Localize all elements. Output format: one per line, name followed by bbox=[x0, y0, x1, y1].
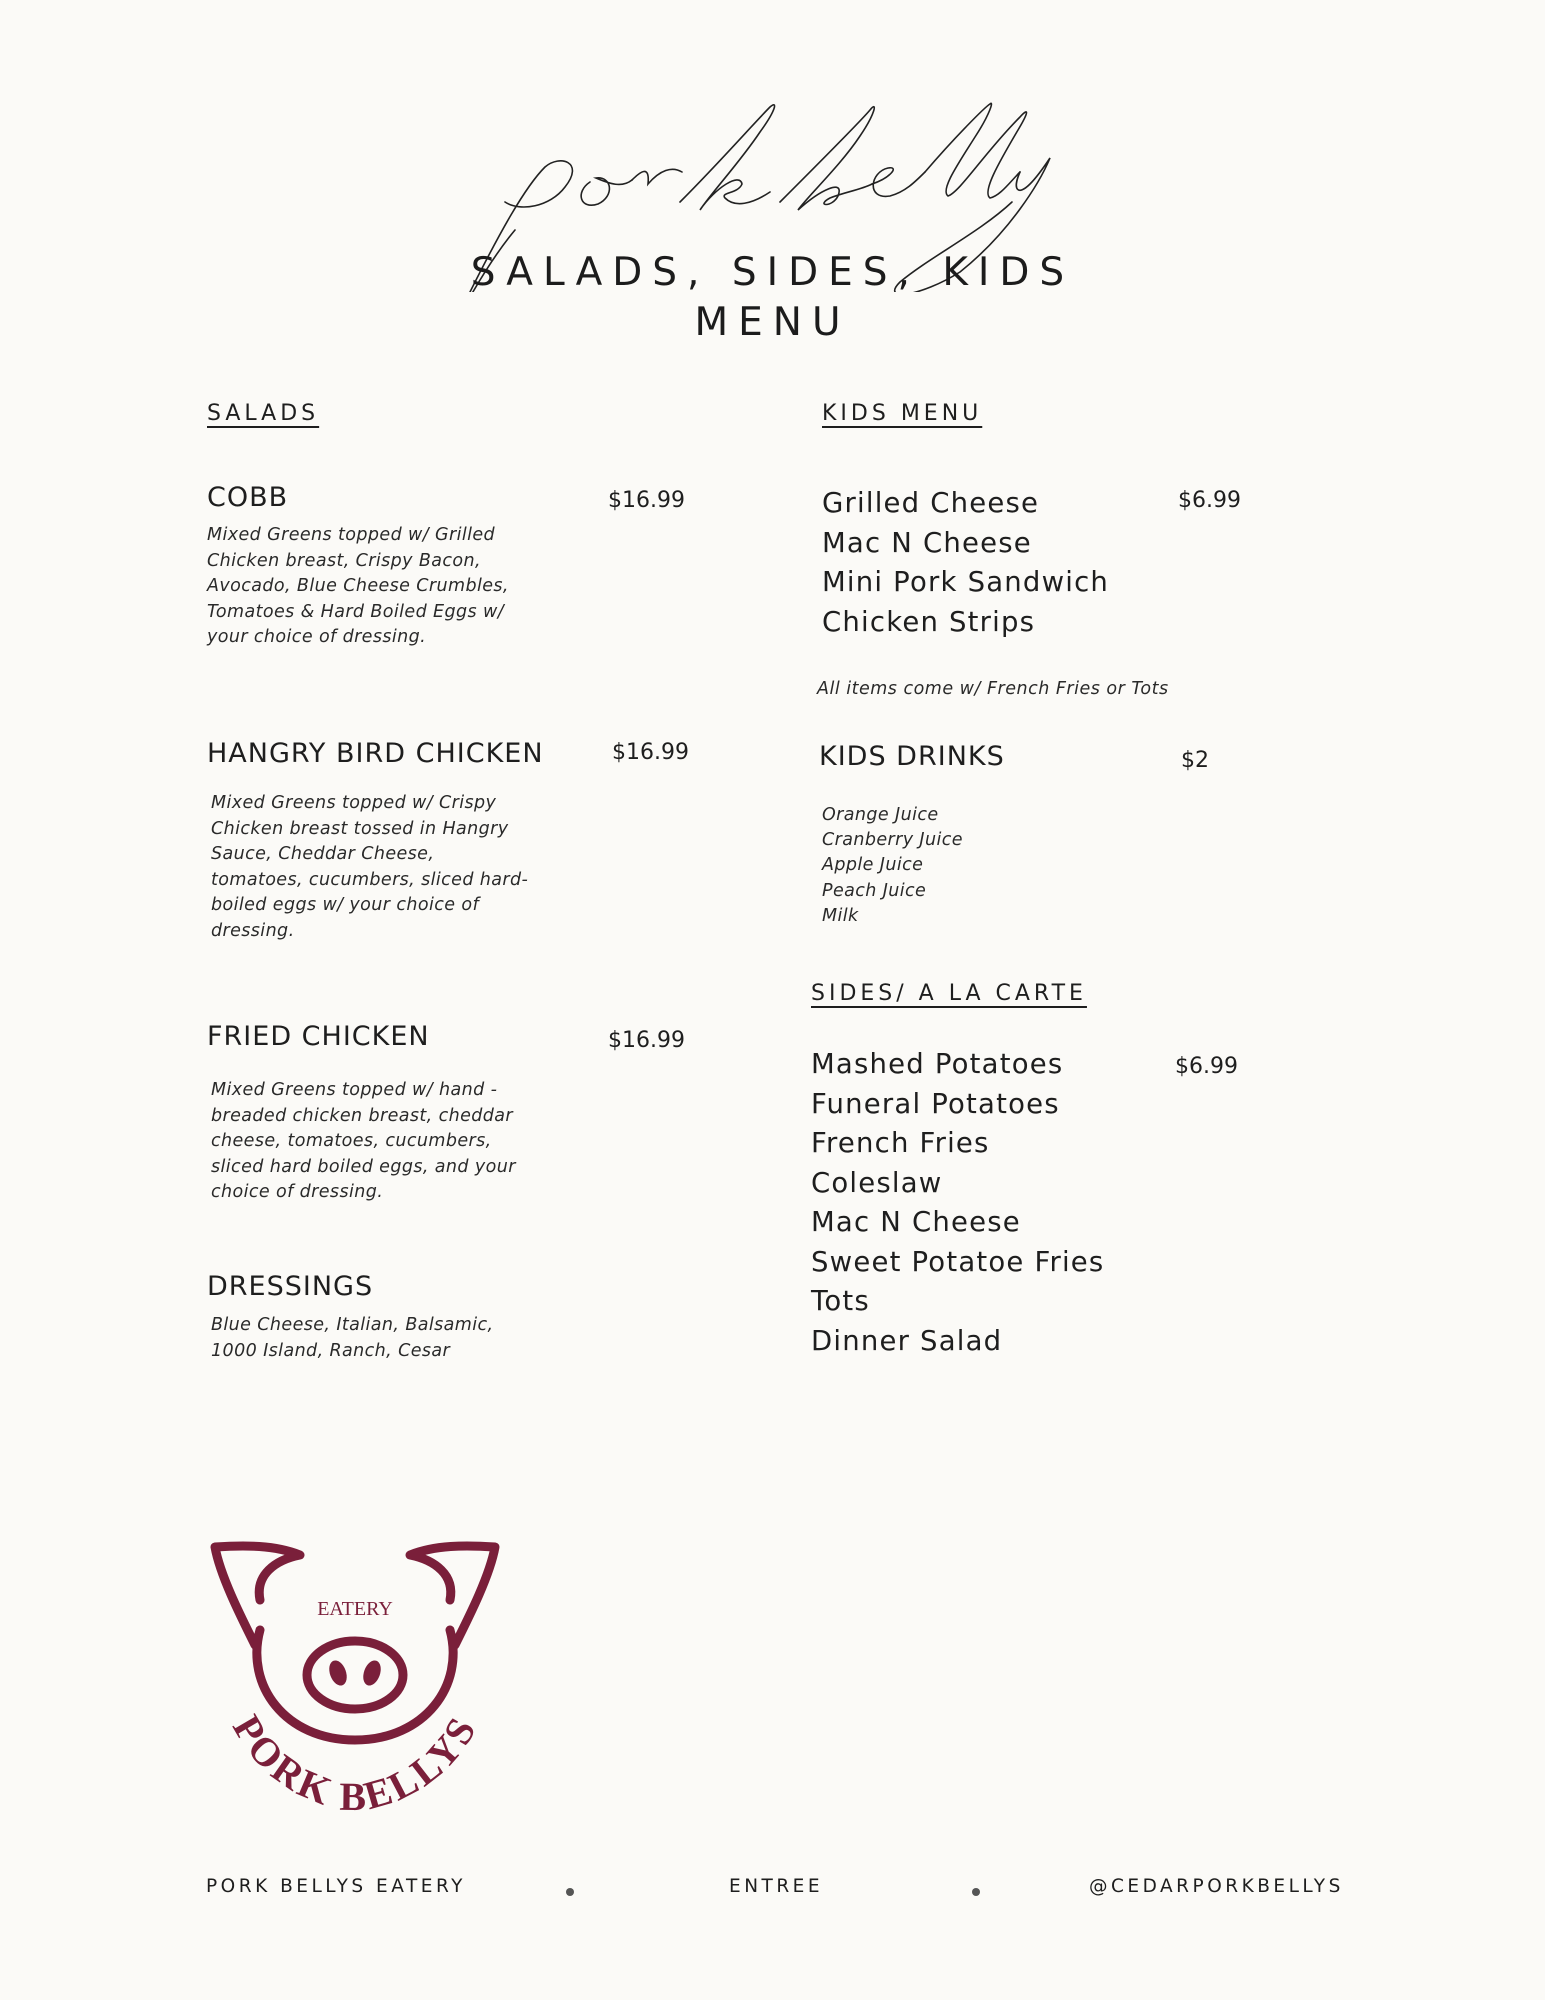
salad-hangry-price: $16.99 bbox=[612, 740, 689, 765]
desc-line: cheese, tomatoes, cucumbers, bbox=[211, 1131, 492, 1151]
list-item: Mac N Cheese bbox=[822, 526, 1032, 559]
desc-line: Blue Cheese, Italian, Balsamic, bbox=[211, 1315, 494, 1335]
kids-menu-price: $6.99 bbox=[1178, 488, 1241, 513]
page-title-line2: MENU bbox=[694, 300, 851, 345]
list-item: Orange Juice bbox=[822, 805, 939, 825]
desc-line: Tomatoes & Hard Boiled Eggs w/ bbox=[207, 601, 505, 622]
desc-line: Chicken breast, Crispy Bacon, bbox=[207, 550, 481, 571]
desc-line: Avocado, Blue Cheese Crumbles, bbox=[207, 576, 509, 596]
list-item: Apple Juice bbox=[822, 855, 924, 876]
footer-section: ENTREE bbox=[729, 1876, 824, 1897]
sides-heading: SIDES/ A LA CARTE bbox=[811, 981, 1087, 1006]
desc-line: choice of dressing. bbox=[211, 1182, 384, 1202]
kids-menu-heading: KIDS MENU bbox=[822, 401, 983, 426]
list-item: Dinner Salad bbox=[811, 1324, 1003, 1357]
list-item: Milk bbox=[822, 905, 859, 926]
salad-fried-chicken-name: FRIED CHICKEN bbox=[207, 1021, 430, 1052]
logo-arc-text: PORK BELLYS bbox=[224, 1707, 486, 1815]
list-item: Sweet Potatoe Fries bbox=[811, 1245, 1105, 1278]
salad-fried-chicken-description bbox=[211, 1078, 531, 1206]
footer-dot-icon bbox=[566, 1888, 574, 1896]
desc-line: 1000 Island, Ranch, Cesar bbox=[211, 1340, 451, 1361]
list-item: Funeral Potatoes bbox=[811, 1087, 1060, 1120]
desc-line: dressing. bbox=[211, 920, 295, 941]
kids-menu-list bbox=[822, 484, 1109, 642]
desc-line: Sauce, Cheddar Cheese, bbox=[211, 844, 435, 864]
pork-bellys-logo bbox=[205, 1535, 505, 1815]
list-item: Cranberry Juice bbox=[822, 830, 963, 851]
page-title-line1: SALADS, SIDES, KIDS bbox=[470, 250, 1075, 295]
desc-line: tomatoes, cucumbers, sliced hard- bbox=[211, 869, 529, 890]
footer-brand: PORK BELLYS EATERY bbox=[206, 1876, 466, 1897]
sides-price: $6.99 bbox=[1175, 1054, 1238, 1079]
salad-cobb-name: COBB bbox=[207, 482, 289, 513]
list-item: Coleslaw bbox=[811, 1166, 943, 1199]
kids-drinks-price: $2 bbox=[1181, 748, 1209, 773]
list-item: Mac N Cheese bbox=[811, 1206, 1021, 1238]
desc-line: sliced hard boiled eggs, and your bbox=[211, 1156, 516, 1177]
logo-eatery-text: EATERY bbox=[317, 1598, 393, 1620]
salad-cobb-price: $16.99 bbox=[608, 488, 685, 513]
desc-line: breaded chicken breast, cheddar bbox=[211, 1105, 514, 1126]
desc-line: Mixed Greens topped w/ hand - bbox=[211, 1080, 498, 1100]
salad-fried-chicken-price: $16.99 bbox=[608, 1028, 685, 1053]
desc-line: boiled eggs w/ your choice of bbox=[211, 895, 480, 915]
footer-social-handle[interactable]: @CEDARPORKBELLYS bbox=[1089, 1876, 1344, 1897]
dressings-description bbox=[211, 1313, 531, 1364]
salad-hangry-description bbox=[211, 791, 531, 944]
pig-logo-icon bbox=[205, 1535, 505, 1815]
salad-cobb-description bbox=[207, 523, 527, 651]
desc-line: Chicken breast tossed in Hangry bbox=[211, 818, 509, 839]
desc-line: Mixed Greens topped w/ Crispy bbox=[211, 793, 497, 813]
list-item: Chicken Strips bbox=[822, 605, 1036, 638]
list-item: French Fries bbox=[811, 1127, 990, 1159]
footer-dot-icon bbox=[972, 1888, 980, 1896]
list-item: Grilled Cheese bbox=[822, 487, 1040, 519]
desc-line: your choice of dressing. bbox=[207, 627, 427, 647]
list-item: Tots bbox=[811, 1285, 870, 1317]
kids-drinks-list bbox=[822, 803, 963, 929]
kids-menu-note: All items come w/ French Fries or Tots bbox=[817, 679, 1169, 699]
dressings-name: DRESSINGS bbox=[207, 1271, 374, 1302]
desc-line: Mixed Greens topped w/ Grilled bbox=[207, 525, 496, 545]
sides-list bbox=[811, 1045, 1104, 1361]
kids-drinks-name: KIDS DRINKS bbox=[819, 741, 1005, 772]
list-item: Peach Juice bbox=[822, 880, 927, 901]
salads-heading: SALADS bbox=[207, 401, 320, 426]
salad-hangry-name: HANGRY BIRD CHICKEN bbox=[207, 738, 544, 769]
list-item: Mashed Potatoes bbox=[811, 1048, 1064, 1080]
list-item: Mini Pork Sandwich bbox=[822, 566, 1110, 598]
